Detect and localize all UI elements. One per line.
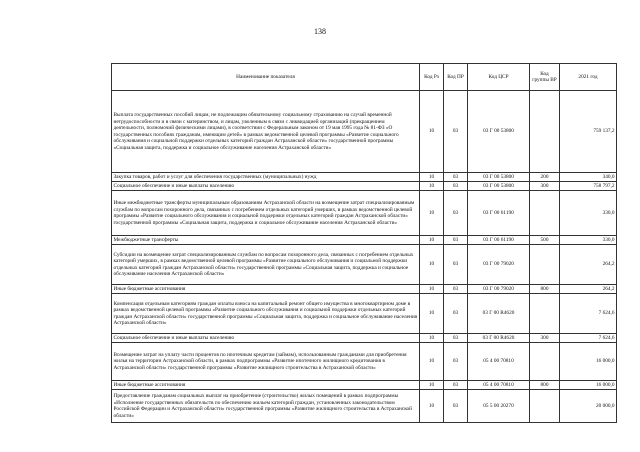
table-row xyxy=(112,343,617,381)
table-row xyxy=(112,191,617,236)
row-csr: 03 Г 00 61190 xyxy=(468,236,530,245)
row-csr: 03 Г 00 53800 xyxy=(468,182,530,191)
table-row xyxy=(112,285,617,294)
row-pr: 03 xyxy=(444,343,468,381)
row-name: Иные бюджетные ассигнования xyxy=(112,381,420,390)
row-sum: 7 624,6 xyxy=(560,334,617,343)
table-row xyxy=(112,390,617,423)
row-vr: 800 xyxy=(530,285,560,294)
row-pr: 03 xyxy=(444,191,468,236)
row-vr: 800 xyxy=(530,381,560,390)
row-sum: 340,0 xyxy=(560,173,617,182)
table-row xyxy=(112,182,617,191)
row-sum: 758 797,2 xyxy=(560,182,617,191)
row-pr: 03 xyxy=(444,390,468,423)
row-csr: 05 4 00 70810 xyxy=(468,343,530,381)
row-vr: 300 xyxy=(530,334,560,343)
row-csr: 03 Г 00 R4620 xyxy=(468,294,530,334)
row-sum: 264,2 xyxy=(560,245,617,285)
row-rz: 10 xyxy=(420,173,444,182)
row-name: Предоставление гражданам социальных выплат на приобретение (строительство) жилых помещений в рамках подпрограммы «Исполнение государственных обязательств по обеспечению жильем категорий граждан, установленных законодательством Российской Федерации и Астраханской области» государственной программы «Развитие жилищного строительства в Астраханской области» xyxy=(112,390,420,423)
row-name: Субсидии на возмещение затрат специализированным службам по вопросам похоронного дела, связанных с погребением отдельных категорий умерших, в рамках ведомственной целевой программы «Развитие социального обслуживания и социальной поддержки отдельных категорий граждан Астраханской области» государственной программы «Социальная защита, поддержка и социальное обслуживание населения Астраханской области» xyxy=(112,245,420,285)
header-csr: Код ЦСР xyxy=(468,64,530,91)
row-pr: 03 xyxy=(444,294,468,334)
row-pr: 03 xyxy=(444,285,468,294)
row-vr xyxy=(530,91,560,173)
header-name: Наименование показателя xyxy=(112,64,420,91)
row-csr: 03 Г 00 79020 xyxy=(468,285,530,294)
row-rz: 10 xyxy=(420,334,444,343)
row-sum: 264,2 xyxy=(560,285,617,294)
row-vr xyxy=(530,343,560,381)
row-sum: 330,0 xyxy=(560,191,617,236)
table-row xyxy=(112,245,617,285)
table-row xyxy=(112,334,617,343)
row-pr: 03 xyxy=(444,236,468,245)
table-row xyxy=(112,381,617,390)
row-name: Иные межбюджетные трансферты муниципальным образованиям Астраханской области на возмещение затрат специализированным службам по вопросам похоронного дела, связанных с погребением отдельных категорий умерших, в рамках ведомственной целевой программы «Развитие социального обслуживания и социальной поддержки отдельных категорий граждан Астраханской области» государственной программы «Социальная защита, поддержка и социальное обслуживание населения Астраханской области» xyxy=(112,191,420,236)
row-name: Социальное обеспечение и иные выплаты населению xyxy=(112,334,420,343)
row-name: Социальное обеспечение и иные выплаты населению xyxy=(112,182,420,191)
row-rz: 10 xyxy=(420,381,444,390)
row-csr: 03 Г 00 53800 xyxy=(468,173,530,182)
row-rz: 10 xyxy=(420,236,444,245)
row-rz: 10 xyxy=(420,390,444,423)
header-year: 2021 год xyxy=(560,64,617,91)
table-row xyxy=(112,173,617,182)
row-pr: 03 xyxy=(444,334,468,343)
row-pr: 03 xyxy=(444,182,468,191)
row-name: Закупка товаров, работ и услуг для обеспечения государственных (муниципальных) нужд xyxy=(112,173,420,182)
row-sum: 16 000,0 xyxy=(560,343,617,381)
row-name: Возмещение затрат на уплату части процентов по ипотечным кредитам (займам), использованным гражданами для приобретения жилья на территории Астраханской области, в рамках подпрограммы «Развитие ипотечного жилищного кредитования в Астраханской области» государственной программы «Развитие жилищного строительства в Астраханской области» xyxy=(112,343,420,381)
row-name: Иные бюджетные ассигнования xyxy=(112,285,420,294)
row-pr: 03 xyxy=(444,245,468,285)
row-csr: 05 4 00 70810 xyxy=(468,381,530,390)
row-sum: 7 624,6 xyxy=(560,294,617,334)
row-sum: 20 000,0 xyxy=(560,390,617,423)
row-name: Выплата государственных пособий лицам, не подлежащим обязательному социальному страхованию на случай временной нетрудоспособности и в связи с материнством, и лицам, уволенным в связи с ликвидацией организаций (прекращением деятельности, полномочий физическими лицами), в соответствии с Федеральным законом от 19 мая 1995 года № 81-ФЗ «О государственных пособиях гражданам, имеющим детей» в рамках ведомственной целевой программы «Развитие социального обслуживания и социальной поддержки отдельных категорий граждан Астраханской области» государственной программы «Социальная защита, поддержка и социальное обслуживание населения Астраханской области» xyxy=(112,91,420,173)
table-row xyxy=(112,91,617,173)
header-vr: Код группы ВР xyxy=(530,64,560,91)
row-vr xyxy=(530,191,560,236)
row-rz: 10 xyxy=(420,91,444,173)
row-pr: 03 xyxy=(444,173,468,182)
row-vr xyxy=(530,294,560,334)
row-vr xyxy=(530,390,560,423)
row-pr: 03 xyxy=(444,91,468,173)
row-sum: 759 137,2 xyxy=(560,91,617,173)
table-header-row xyxy=(112,64,617,91)
row-csr: 05 5 00 20270 xyxy=(468,390,530,423)
row-vr: 200 xyxy=(530,173,560,182)
row-csr: 03 Г 00 61190 xyxy=(468,191,530,236)
table-row xyxy=(112,294,617,334)
row-sum: 330,0 xyxy=(560,236,617,245)
budget-table xyxy=(111,63,617,423)
row-rz: 10 xyxy=(420,294,444,334)
row-vr xyxy=(530,245,560,285)
row-rz: 10 xyxy=(420,182,444,191)
row-pr: 03 xyxy=(444,381,468,390)
table-row xyxy=(112,236,617,245)
row-sum: 16 000,0 xyxy=(560,381,617,390)
row-csr: 03 Г 00 79020 xyxy=(468,245,530,285)
row-name: Межбюджетные трансферты xyxy=(112,236,420,245)
row-vr: 500 xyxy=(530,236,560,245)
row-csr: 03 Г 00 53800 xyxy=(468,91,530,173)
row-rz: 10 xyxy=(420,285,444,294)
header-rz: Код Рз xyxy=(420,64,444,91)
row-vr: 300 xyxy=(530,182,560,191)
page-number: 138 xyxy=(314,27,326,36)
row-name: Компенсация отдельным категориям граждан оплаты взноса на капитальный ремонт общего имущества в многоквартирном доме в рамках ведомственной целевой программы «Развитие социального обслуживания и социальной поддержки отдельных категорий граждан Астраханской области» государственной программы «Социальная защита, поддержка и социальное обслуживание населения Астраханской области» xyxy=(112,294,420,334)
row-csr: 03 Г 00 R4620 xyxy=(468,334,530,343)
header-pr: Код ПР xyxy=(444,64,468,91)
row-rz: 10 xyxy=(420,245,444,285)
row-rz: 10 xyxy=(420,191,444,236)
row-rz: 10 xyxy=(420,343,444,381)
